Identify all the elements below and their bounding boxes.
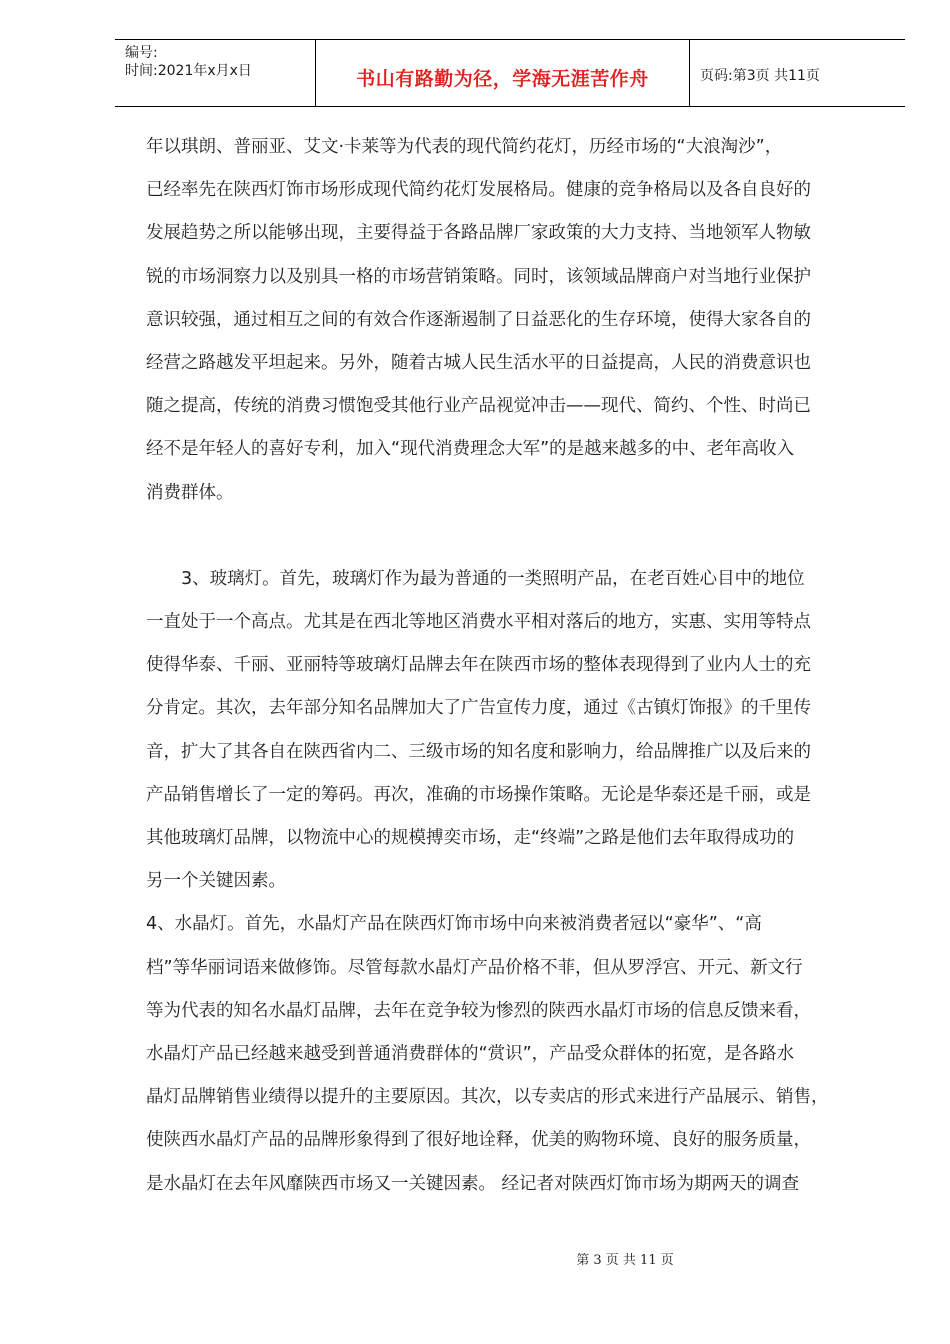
page-footer: 第 3 页 共 11 页 <box>576 1253 674 1268</box>
text-line: 另一个关键因素。 <box>146 871 286 892</box>
text-line: 使陕西水晶灯产品的品牌形象得到了很好地诠释，优美的购物环境、良好的服务质量， <box>146 1130 811 1151</box>
paragraph-modern-lamps <box>146 126 882 515</box>
text-line: 年以琪朗、普丽亚、艾文·卡莱等为代表的现代简约花灯，历经市场的“大浪淘沙”， <box>146 137 783 157</box>
document-time-label: 时间:2021年x月x日 <box>125 63 252 79</box>
header-motto: 书山有路勤为径，学海无涯苦作舟 <box>356 68 649 90</box>
text-line: 是水晶灯在去年风靡陕西市场又一关键因素。 经记者对陕西灯饰市场为期两天的调查 <box>146 1173 800 1194</box>
text-line: 一直处于一个高点。尤其是在西北等地区消费水平相对落后的地方，实惠、实用等特点 <box>146 612 811 633</box>
text-line: 其他玻璃灯品牌，以物流中心的规模搏奕市场，走“终端”之路是他们去年取得成功的 <box>146 828 795 849</box>
text-line: 经不是年轻人的喜好专利，加入“现代消费理念大军”的是越来越多的中、老年高收入 <box>146 439 795 460</box>
text-line: 经营之路越发平坦起来。另外，随着古城人民生活水平的日益提高，人民的消费意识也 <box>146 353 811 374</box>
text-line: 消费群体。 <box>146 482 234 503</box>
text-line: 音，扩大了其各自在陕西省内二、三级市场的知名度和影响力，给品牌推广以及后来的 <box>146 741 811 762</box>
text-line: 发展趋势之所以能够出现，主要得益于各路品牌厂家政策的大力支持、当地领军人物敏 <box>146 223 811 244</box>
text-line: 锐的市场洞察力以及别具一格的市场营销策略。同时，该领域品牌商户对当地行业保护 <box>146 266 811 287</box>
header-motto-cell <box>316 40 690 106</box>
page-header <box>115 39 905 107</box>
text-line: 水晶灯产品已经越来越受到普通消费群体的“赏识”，产品受众群体的拓宽，是各路水 <box>146 1044 795 1065</box>
text-line: 分肯定。其次，去年部分知名品牌加大了广告宣传力度，通过《古镇灯饰报》的千里传 <box>146 698 811 719</box>
document-number-label: 编号: <box>125 45 158 61</box>
text-line: 使得华泰、千丽、亚丽特等玻璃灯品牌去年在陕西市场的整体表现得到了业内人士的充 <box>146 655 811 676</box>
text-line: 晶灯品牌销售业绩得以提升的主要原因。其次，以专卖店的形式来进行产品展示、销售， <box>146 1087 829 1108</box>
text-line: 等为代表的知名水晶灯品牌，去年在竞争较为惨烈的陕西水晶灯市场的信息反馈来看， <box>146 1000 811 1021</box>
header-page-cell <box>690 40 905 106</box>
text-line: 意识较强，通过相互之间的有效合作逐渐遏制了日益恶化的生存环境，使得大家各自的 <box>146 309 811 330</box>
header-meta-cell <box>115 40 316 106</box>
text-line: 产品销售增长了一定的筹码。再次，准确的市场操作策略。无论是华泰还是千丽，或是 <box>146 784 811 805</box>
document-body <box>146 126 882 1206</box>
text-line: 随之提高，传统的消费习惯饱受其他行业产品视觉冲击——现代、简约、个性、时尚已 <box>146 396 811 417</box>
paragraph-crystal-lamps <box>146 903 882 1205</box>
text-line: 档”等华丽词语来做修饰。尽管每款水晶灯产品价格不菲，但从罗浮宫、开元、新文行 <box>146 957 803 978</box>
header-page-info: 页码:第3页 共11页 <box>700 68 820 84</box>
text-line: 已经率先在陕西灯饰市场形成现代简约花灯发展格局。健康的竞争格局以及各自良好的 <box>146 180 811 201</box>
text-line: 4、水晶灯。首先，水晶灯产品在陕西灯饰市场中向来被消费者冠以“豪华”、“高 <box>146 914 762 935</box>
text-line: 3、玻璃灯。首先，玻璃灯作为最为普通的一类照明产品，在老百姓心目中的地位 <box>181 568 805 589</box>
paragraph-glass-lamps <box>146 558 882 904</box>
